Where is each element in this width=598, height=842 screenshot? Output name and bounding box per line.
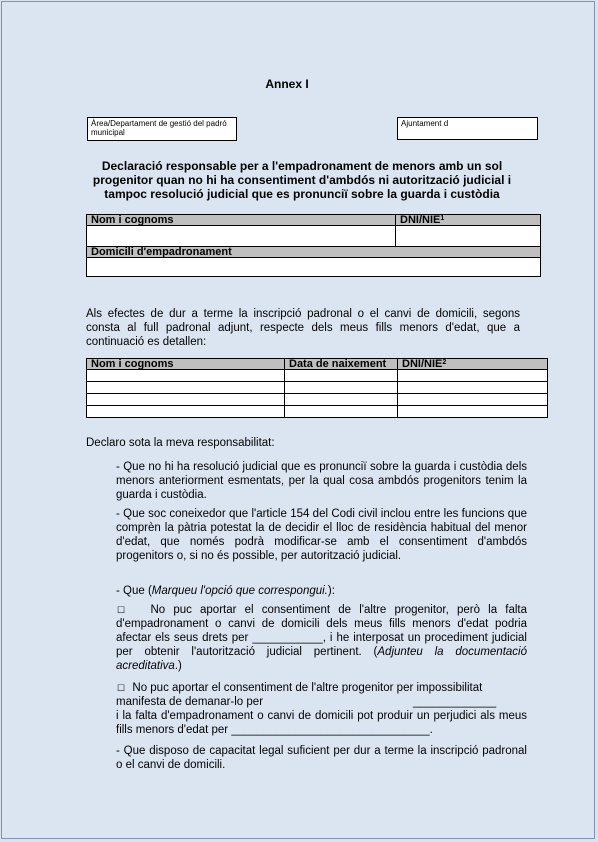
child-row-2-dni[interactable] xyxy=(398,382,548,394)
children-table xyxy=(86,358,548,418)
document-page xyxy=(1,1,595,839)
child-row-1-name[interactable] xyxy=(87,370,285,382)
declaration-item-1: - Que no hi ha resolució judicial que es pronunciï sobre la guarda i custòdia dels menors anteriorment esmentats, per la qual cosa ambdós progenitors tenim la guarda i custòdia. xyxy=(116,461,527,501)
declaro-text: Declaro sota la meva responsabilitat: xyxy=(86,437,275,449)
declaration-item-3: - Que (Marqueu l'opció que correspongui.): xyxy=(116,585,335,597)
declaration-title: Declaració responsable per a l'empadronament de menors amb un sol progenitor quan no hi ha consentiment d'ambdós ni autorització judicial i tampoc resolució judicial que es pronunciï sobre la guarda i custòdia xyxy=(92,159,512,201)
declaration-item-4: - Que disposo de capacitat legal suficient per dur a terme la inscripció padronal o el canvi de domicili. xyxy=(116,745,527,771)
parent-dni-cell[interactable] xyxy=(396,226,541,247)
annex-title: Annex I xyxy=(265,77,309,91)
option-2-checkbox-icon[interactable]: ☐ xyxy=(116,683,126,693)
col-dni-header: DNI/NIE$^1$ xyxy=(396,215,541,226)
col-name-header: Nom i cognoms xyxy=(87,215,396,226)
child-row-4-dni[interactable] xyxy=(398,406,548,418)
ajuntament-box[interactable] xyxy=(397,117,538,140)
declaration-item-2: - Que soc coneixedor que l'article 154 del Codi civil inclou entre les funcions que comprèn la pàtria potestat la de decidir el lloc de residència habitual del menor d'edat, que només podrà modificar-se amb el consentiment d'ambdós progenitors o, si no és possible, per autorització judicial. xyxy=(116,508,527,562)
child-row-2-birth[interactable] xyxy=(285,382,398,394)
domicili-cell[interactable] xyxy=(87,258,541,277)
intro-paragraph: Als efectes de dur a terme la inscripció padronal o el canvi de domicili, segons consta al full padronal adjunt, respecte dels meus fills menors d'edat, que a continuació es detallen: xyxy=(86,308,520,348)
option-1-checkbox-icon[interactable]: ☐ xyxy=(116,605,126,615)
child-row-3-birth[interactable] xyxy=(285,394,398,406)
child-row-1-dni[interactable] xyxy=(398,370,548,382)
child-row-3-name[interactable] xyxy=(87,394,285,406)
child-birth-header: Data de naixement xyxy=(285,359,398,370)
area-department-box[interactable] xyxy=(87,117,237,141)
child-dni-header: DNI/NIE$^2$ xyxy=(398,359,548,370)
area-department-label: Àrea/Departament de gestió del padró municipal xyxy=(91,119,227,137)
child-row-3-dni[interactable] xyxy=(398,394,548,406)
child-row-1-birth[interactable] xyxy=(285,370,398,382)
child-name-header: Nom i cognoms xyxy=(87,359,285,370)
ajuntament-label: Ajuntament d xyxy=(401,119,449,128)
child-row-2-name[interactable] xyxy=(87,382,285,394)
option-1: ☐ No puc aportar el consentiment de l'altre progenitor, però la falta d'empadronament o canvi de domicili dels meus fills menors d'edat podria afectar els seus drets per ___________, i he interposat un procediment judicial per obtenir l'autorització judicial pertinent. (Adjunteu la documentació acreditativa.) xyxy=(116,604,527,672)
child-row-4-birth[interactable] xyxy=(285,406,398,418)
parent-data-table xyxy=(86,214,541,277)
option-2: ☐ No puc aportar el consentiment de l'altre progenitor per impossibilitat manifesta de demanar-lo per _____________ i la falta d'empadronament o canvi de domicili pot produir un perjudici als meus fills menors d'edat per _______________________________. xyxy=(116,682,527,736)
child-row-4-name[interactable] xyxy=(87,406,285,418)
domicili-header: Domicili d'empadronament xyxy=(87,247,541,258)
parent-name-cell[interactable] xyxy=(87,226,396,247)
